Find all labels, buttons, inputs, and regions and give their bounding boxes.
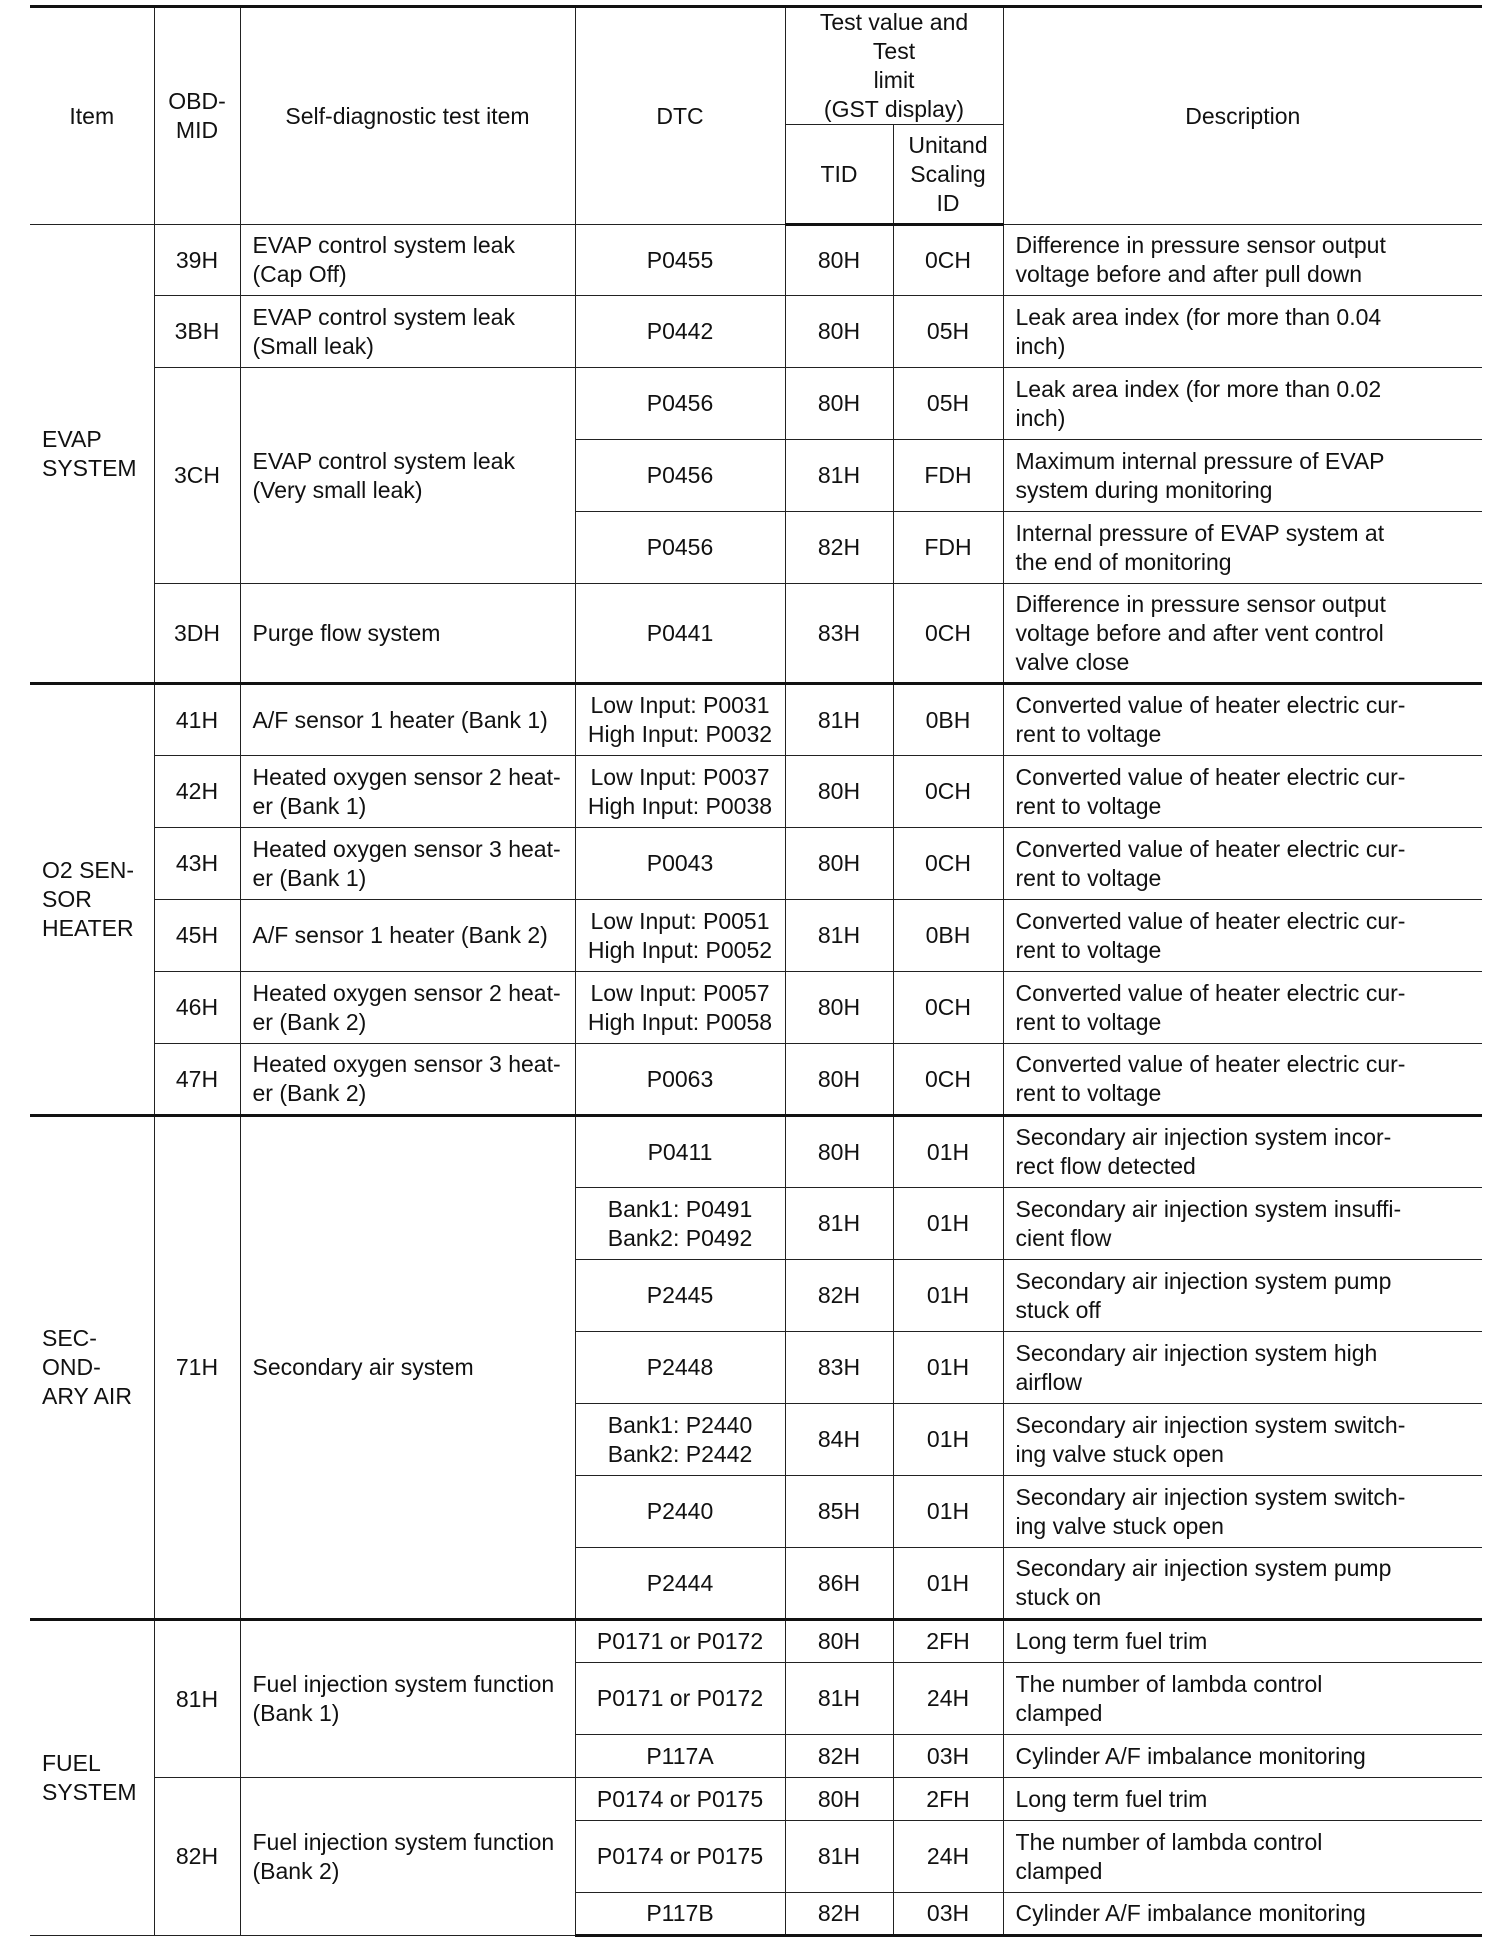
tid-cell: 81H xyxy=(785,1188,893,1260)
dtc-cell: P2440 xyxy=(575,1476,785,1548)
unit-cell: FDH xyxy=(893,512,1003,584)
table-row xyxy=(30,1116,1482,1188)
obd-mid-cell: 3DH xyxy=(154,584,240,684)
obd-mid-cell: 82H xyxy=(154,1778,240,1936)
description-cell: Secondary air injection system pump stuck off xyxy=(1003,1260,1482,1332)
dtc-cell: P0456 xyxy=(575,512,785,584)
table-row xyxy=(30,368,1482,440)
tid-cell: 85H xyxy=(785,1476,893,1548)
test-item-cell: Fuel injection system function (Bank 2) xyxy=(240,1778,575,1936)
unit-cell: 24H xyxy=(893,1663,1003,1735)
header-tid: TID xyxy=(785,125,893,225)
unit-cell: 01H xyxy=(893,1188,1003,1260)
test-item-cell: Purge flow system xyxy=(240,584,575,684)
description-cell: Converted value of heater electric cur- rent to voltage xyxy=(1003,900,1482,972)
header-obd-mid: OBD- MID xyxy=(154,7,240,225)
description-cell: Cylinder A/F imbalance monitoring xyxy=(1003,1893,1482,1936)
dtc-cell: P0456 xyxy=(575,368,785,440)
header-test-item: Self-diagnostic test item xyxy=(240,7,575,225)
tid-cell: 80H xyxy=(785,972,893,1044)
unit-cell: 01H xyxy=(893,1404,1003,1476)
dtc-cell: P0063 xyxy=(575,1044,785,1116)
item-cell: EVAP SYSTEM xyxy=(30,225,154,684)
obd-mid-cell: 71H xyxy=(154,1116,240,1620)
test-item-cell: Heated oxygen sensor 2 heat- er (Bank 1) xyxy=(240,756,575,828)
description-cell: Long term fuel trim xyxy=(1003,1620,1482,1663)
tid-cell: 80H xyxy=(785,1116,893,1188)
dtc-cell: P0174 or P0175 xyxy=(575,1821,785,1893)
dtc-cell: Bank1: P2440 Bank2: P2442 xyxy=(575,1404,785,1476)
description-cell: Converted value of heater electric cur- rent to voltage xyxy=(1003,1044,1482,1116)
tid-cell: 84H xyxy=(785,1404,893,1476)
test-item-cell: EVAP control system leak (Very small leak) xyxy=(240,368,575,584)
obd-mid-cell: 3BH xyxy=(154,296,240,368)
obd-mid-cell: 39H xyxy=(154,225,240,296)
unit-cell: 0BH xyxy=(893,684,1003,756)
test-item-cell: Heated oxygen sensor 3 heat- er (Bank 1) xyxy=(240,828,575,900)
dtc-cell: P117A xyxy=(575,1735,785,1778)
description-cell: Leak area index (for more than 0.02 inch) xyxy=(1003,368,1482,440)
dtc-cell: P0043 xyxy=(575,828,785,900)
table-row xyxy=(30,756,1482,828)
tid-cell: 80H xyxy=(785,296,893,368)
tid-cell: 82H xyxy=(785,1735,893,1778)
header-test-value-group: Test value and Test limit (GST display) xyxy=(785,7,1003,125)
unit-cell: 01H xyxy=(893,1548,1003,1620)
tid-cell: 81H xyxy=(785,1663,893,1735)
description-cell: The number of lambda control clamped xyxy=(1003,1821,1482,1893)
tid-cell: 83H xyxy=(785,1332,893,1404)
description-cell: Difference in pressure sensor output voltage before and after pull down xyxy=(1003,225,1482,296)
tid-cell: 80H xyxy=(785,368,893,440)
header-dtc: DTC xyxy=(575,7,785,225)
obd-mid-cell: 81H xyxy=(154,1620,240,1778)
unit-cell: 0CH xyxy=(893,584,1003,684)
test-item-cell: Heated oxygen sensor 3 heat- er (Bank 2) xyxy=(240,1044,575,1116)
description-cell: Internal pressure of EVAP system at the end of monitoring xyxy=(1003,512,1482,584)
unit-cell: 01H xyxy=(893,1116,1003,1188)
tid-cell: 80H xyxy=(785,1044,893,1116)
header-row xyxy=(30,7,1482,125)
unit-cell: 0CH xyxy=(893,828,1003,900)
dtc-cell: P0174 or P0175 xyxy=(575,1778,785,1821)
item-cell: FUEL SYSTEM xyxy=(30,1620,154,1936)
dtc-cell: Bank1: P0491 Bank2: P0492 xyxy=(575,1188,785,1260)
description-cell: Secondary air injection system insuffi- cient flow xyxy=(1003,1188,1482,1260)
tid-cell: 80H xyxy=(785,828,893,900)
description-cell: The number of lambda control clamped xyxy=(1003,1663,1482,1735)
item-cell: SEC- OND- ARY AIR xyxy=(30,1116,154,1620)
description-cell: Long term fuel trim xyxy=(1003,1778,1482,1821)
description-cell: Converted value of heater electric cur- rent to voltage xyxy=(1003,756,1482,828)
unit-cell: 01H xyxy=(893,1332,1003,1404)
description-cell: Secondary air injection system switch- ing valve stuck open xyxy=(1003,1476,1482,1548)
unit-cell: 05H xyxy=(893,368,1003,440)
unit-cell: 2FH xyxy=(893,1778,1003,1821)
test-item-cell: Secondary air system xyxy=(240,1116,575,1620)
obd-mid-cell: 43H xyxy=(154,828,240,900)
unit-cell: 2FH xyxy=(893,1620,1003,1663)
tid-cell: 81H xyxy=(785,1821,893,1893)
header-item: Item xyxy=(30,7,154,225)
diagnostic-table xyxy=(30,5,1482,1937)
dtc-cell: Low Input: P0051 High Input: P0052 xyxy=(575,900,785,972)
description-cell: Secondary air injection system incor- rect flow detected xyxy=(1003,1116,1482,1188)
table-row xyxy=(30,828,1482,900)
description-cell: Leak area index (for more than 0.04 inch) xyxy=(1003,296,1482,368)
unit-cell: 05H xyxy=(893,296,1003,368)
tid-cell: 80H xyxy=(785,225,893,296)
test-item-cell: Fuel injection system function (Bank 1) xyxy=(240,1620,575,1778)
dtc-cell: P0411 xyxy=(575,1116,785,1188)
dtc-cell: P0455 xyxy=(575,225,785,296)
test-item-cell: EVAP control system leak (Cap Off) xyxy=(240,225,575,296)
unit-cell: 0CH xyxy=(893,756,1003,828)
table-row xyxy=(30,584,1482,684)
unit-cell: 03H xyxy=(893,1735,1003,1778)
table-row xyxy=(30,972,1482,1044)
description-cell: Cylinder A/F imbalance monitoring xyxy=(1003,1735,1482,1778)
table-row xyxy=(30,684,1482,756)
test-item-cell: Heated oxygen sensor 2 heat- er (Bank 2) xyxy=(240,972,575,1044)
tid-cell: 81H xyxy=(785,440,893,512)
test-item-cell: A/F sensor 1 heater (Bank 1) xyxy=(240,684,575,756)
tid-cell: 82H xyxy=(785,1260,893,1332)
obd-mid-cell: 46H xyxy=(154,972,240,1044)
description-cell: Converted value of heater electric cur- rent to voltage xyxy=(1003,684,1482,756)
dtc-cell: P0171 or P0172 xyxy=(575,1620,785,1663)
obd-mid-cell: 3CH xyxy=(154,368,240,584)
tid-cell: 80H xyxy=(785,756,893,828)
table-row xyxy=(30,900,1482,972)
tid-cell: 81H xyxy=(785,900,893,972)
description-cell: Secondary air injection system high airflow xyxy=(1003,1332,1482,1404)
header-description: Description xyxy=(1003,7,1482,225)
unit-cell: 03H xyxy=(893,1893,1003,1936)
dtc-cell: P0441 xyxy=(575,584,785,684)
obd-mid-cell: 45H xyxy=(154,900,240,972)
tid-cell: 81H xyxy=(785,684,893,756)
header-unit-scaling-id: Unitand Scaling ID xyxy=(893,125,1003,225)
description-cell: Converted value of heater electric cur- rent to voltage xyxy=(1003,972,1482,1044)
unit-cell: 01H xyxy=(893,1260,1003,1332)
dtc-cell: P2448 xyxy=(575,1332,785,1404)
dtc-cell: P117B xyxy=(575,1893,785,1936)
description-cell: Difference in pressure sensor output voltage before and after vent control valve close xyxy=(1003,584,1482,684)
table-row xyxy=(30,296,1482,368)
obd-mid-cell: 47H xyxy=(154,1044,240,1116)
unit-cell: FDH xyxy=(893,440,1003,512)
unit-cell: 0CH xyxy=(893,1044,1003,1116)
dtc-cell: P0456 xyxy=(575,440,785,512)
unit-cell: 0CH xyxy=(893,225,1003,296)
item-cell: O2 SEN- SOR HEATER xyxy=(30,684,154,1116)
dtc-cell: P0171 or P0172 xyxy=(575,1663,785,1735)
test-item-cell: EVAP control system leak (Small leak) xyxy=(240,296,575,368)
unit-cell: 0CH xyxy=(893,972,1003,1044)
dtc-cell: Low Input: P0037 High Input: P0038 xyxy=(575,756,785,828)
table-row xyxy=(30,1620,1482,1663)
tid-cell: 80H xyxy=(785,1620,893,1663)
test-item-cell: A/F sensor 1 heater (Bank 2) xyxy=(240,900,575,972)
description-cell: Secondary air injection system switch- ing valve stuck open xyxy=(1003,1404,1482,1476)
tid-cell: 82H xyxy=(785,1893,893,1936)
table-row xyxy=(30,1044,1482,1116)
description-cell: Converted value of heater electric cur- rent to voltage xyxy=(1003,828,1482,900)
unit-cell: 24H xyxy=(893,1821,1003,1893)
tid-cell: 86H xyxy=(785,1548,893,1620)
dtc-cell: Low Input: P0031 High Input: P0032 xyxy=(575,684,785,756)
tid-cell: 80H xyxy=(785,1778,893,1821)
dtc-cell: Low Input: P0057 High Input: P0058 xyxy=(575,972,785,1044)
unit-cell: 01H xyxy=(893,1476,1003,1548)
dtc-cell: P2444 xyxy=(575,1548,785,1620)
description-cell: Secondary air injection system pump stuck on xyxy=(1003,1548,1482,1620)
description-cell: Maximum internal pressure of EVAP system during monitoring xyxy=(1003,440,1482,512)
obd-mid-cell: 42H xyxy=(154,756,240,828)
obd-mid-cell: 41H xyxy=(154,684,240,756)
dtc-cell: P2445 xyxy=(575,1260,785,1332)
table-row xyxy=(30,1778,1482,1821)
tid-cell: 83H xyxy=(785,584,893,684)
tid-cell: 82H xyxy=(785,512,893,584)
unit-cell: 0BH xyxy=(893,900,1003,972)
table-row xyxy=(30,225,1482,296)
dtc-cell: P0442 xyxy=(575,296,785,368)
